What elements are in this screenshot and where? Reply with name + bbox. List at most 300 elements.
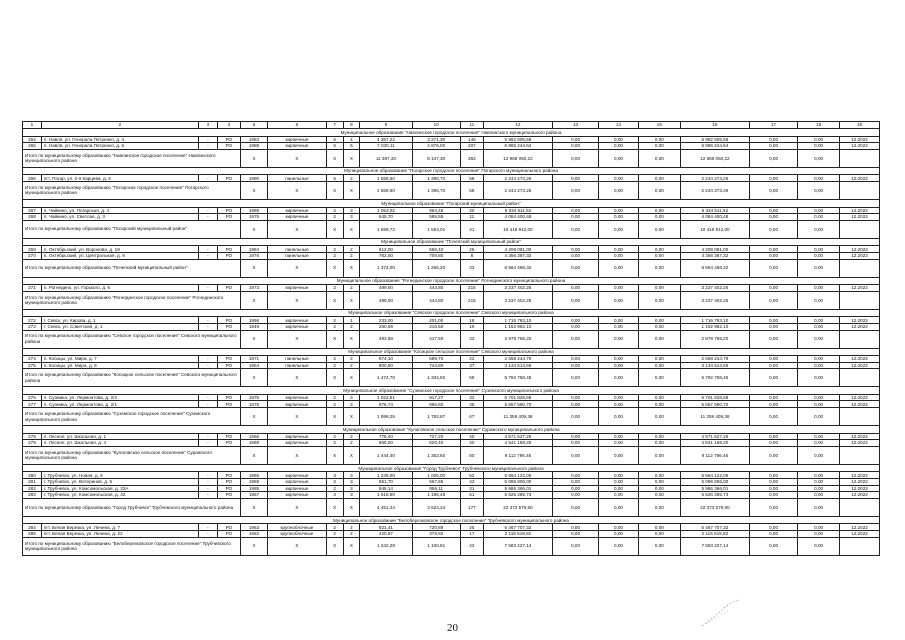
table-cell: 666,00 — [360, 440, 412, 447]
section-row — [23, 516, 880, 524]
table-cell: 778,40 — [360, 433, 412, 440]
table-cell: 2 — [343, 362, 360, 369]
table-cell: кирпичные — [268, 485, 327, 492]
table-cell: 2 — [326, 440, 343, 447]
table-cell: 3 — [343, 394, 360, 401]
table-row — [23, 252, 880, 259]
total-cell — [840, 446, 880, 464]
table-cell: пгт. Белая Березка, ул. Ленина, д. 7 — [41, 524, 198, 531]
total-cell: X — [240, 408, 267, 426]
column-number: 19 — [840, 122, 880, 129]
table-cell: 0,00 — [638, 433, 680, 440]
section-row — [23, 129, 880, 137]
table-cell: 0,00 — [638, 285, 680, 292]
table-row — [23, 285, 880, 292]
table-cell: 0,00 — [638, 317, 680, 324]
table-cell: 2 658 244,79 — [483, 356, 552, 363]
total-cell: 9 112 796,46 — [483, 446, 552, 464]
total-cell: 5 792 758,45 — [680, 369, 749, 387]
total-cell: 22 373 579,80 — [483, 498, 552, 516]
table-cell: 0,00 — [749, 285, 797, 292]
table-cell: 12.2022 — [840, 356, 880, 363]
total-cell: 0,00 — [599, 181, 639, 199]
total-cell: 8 147,30 — [412, 149, 460, 167]
total-cell: 10 418 912,00 — [483, 220, 552, 238]
table-row — [23, 175, 880, 182]
table-cell: 0,00 — [798, 252, 840, 259]
table-cell: пгт. Белая Березка, ул. Ленина, д. 22 — [41, 531, 198, 538]
table-cell: 0,00 — [599, 143, 639, 150]
total-cell: X — [326, 291, 343, 309]
table-cell: 6 985 244,64 — [483, 143, 552, 150]
table-cell: 2 — [343, 524, 360, 531]
table-cell: 201,00 — [412, 317, 460, 324]
table-cell: 278 — [23, 433, 42, 440]
table-cell: 2 — [326, 356, 343, 363]
table-cell: п. Чайкино, ул. Погарская, д. 4 — [41, 207, 198, 214]
table-cell: 821,41 — [360, 524, 412, 531]
table-cell: 5 096 806,00 — [483, 479, 552, 486]
column-number: 1 — [23, 122, 42, 129]
total-cell: 1 558,60 — [360, 181, 412, 199]
column-number: 10 — [412, 122, 460, 129]
table-cell: РО — [217, 394, 240, 401]
table-cell: 1990 — [240, 175, 267, 182]
table-cell: 645,70 — [360, 214, 412, 221]
table-cell: 2 — [343, 285, 360, 292]
total-cell: X — [326, 408, 343, 426]
section-title: Муниципальное образование "Севское городское поселение" Севского муниципального района — [23, 309, 880, 317]
table-row — [23, 485, 880, 492]
table-cell: 0,00 — [553, 246, 599, 253]
table-cell: 43 — [460, 479, 483, 486]
table-row — [23, 524, 880, 531]
table-cell: 12.2022 — [840, 440, 880, 447]
table-cell: 215 — [460, 285, 483, 292]
total-cell: 67 — [460, 408, 483, 426]
table-cell: 866,60 — [412, 401, 460, 408]
total-cell: 9 112 796,46 — [680, 446, 749, 464]
column-number: 17 — [749, 122, 797, 129]
table-cell: п. Навля, ул. Генерала Петренко, д. 6 — [41, 143, 198, 150]
table-cell: 651,70 — [360, 479, 412, 486]
table-cell: 0,00 — [599, 440, 639, 447]
total-row — [23, 330, 880, 348]
total-cell: 0,00 — [749, 291, 797, 309]
total-cell: 8 564 468,32 — [483, 259, 552, 277]
total-cell: 2 879 765,20 — [483, 330, 552, 348]
total-cell: X — [268, 291, 327, 309]
table-cell: г. Севск, ул. Советская, д. 1 — [41, 323, 198, 330]
header-row — [23, 122, 880, 129]
table-cell: 0,00 — [599, 433, 639, 440]
table-cell: - — [198, 214, 217, 221]
total-cell: 0,00 — [638, 291, 680, 309]
table-cell: 12.2022 — [840, 472, 880, 479]
table-cell: 281 — [23, 479, 42, 486]
section-row — [23, 426, 880, 434]
table-row — [23, 362, 880, 369]
table-cell: 499,00 — [360, 285, 412, 292]
total-cell: 12 968 050,22 — [483, 149, 552, 167]
table-cell: 6 334 511,52 — [680, 207, 749, 214]
table-cell: 4 571 627,26 — [680, 433, 749, 440]
table-cell: 3 — [343, 485, 360, 492]
table-cell: крупноблочные — [268, 524, 327, 531]
table-cell: 0,00 — [749, 356, 797, 363]
column-number: 12 — [483, 122, 552, 129]
table-cell: 444,80 — [412, 285, 460, 292]
total-cell: 0,00 — [599, 369, 639, 387]
total-cell: 80 — [460, 446, 483, 464]
table-cell: 1971 — [240, 356, 267, 363]
table-cell: - — [198, 479, 217, 486]
table-cell: 917,27 — [412, 394, 460, 401]
total-row — [23, 537, 880, 555]
table-cell: 5 701 828,68 — [483, 394, 552, 401]
total-cell: X — [326, 330, 343, 348]
table-cell: 284 — [23, 524, 42, 531]
total-cell: 1 353,60 — [412, 446, 460, 464]
table-cell: 0,00 — [638, 175, 680, 182]
table-cell: 0,00 — [553, 317, 599, 324]
table-cell: 0,00 — [599, 479, 639, 486]
total-cell: 0,00 — [553, 149, 599, 167]
total-cell — [840, 220, 880, 238]
table-cell: 0,00 — [553, 433, 599, 440]
table-cell: РО — [217, 401, 240, 408]
total-cell: 42 — [460, 537, 483, 555]
table-cell: 1949 — [240, 323, 267, 330]
table-cell: 2 115 519,82 — [680, 531, 749, 538]
table-cell: 0,00 — [638, 531, 680, 538]
table-cell: 0,00 — [749, 485, 797, 492]
table-row — [23, 214, 880, 221]
table-cell: кирпичные — [268, 207, 327, 214]
table-row — [23, 479, 880, 486]
table-cell: 5 096 806,00 — [680, 479, 749, 486]
table-cell: 35 — [460, 401, 483, 408]
table-cell: 37 — [460, 362, 483, 369]
table-cell: 0,00 — [638, 492, 680, 499]
total-cell: 0,00 — [798, 408, 840, 426]
table-cell: РО — [217, 207, 240, 214]
table-cell: 260,58 — [360, 323, 412, 330]
table-cell: РО — [217, 356, 240, 363]
table-cell: РО — [217, 433, 240, 440]
total-cell: 444,80 — [412, 291, 460, 309]
table-cell: 626,40 — [412, 440, 460, 447]
total-cell: 8 564 468,32 — [680, 259, 749, 277]
table-cell: п. Косицы, ул. Мира, д. 7 — [41, 356, 198, 363]
table-cell: 0,00 — [798, 317, 840, 324]
table-cell: 0,00 — [798, 492, 840, 499]
total-row — [23, 149, 880, 167]
total-cell: 0,00 — [599, 220, 639, 238]
table-cell: 0,00 — [553, 323, 599, 330]
table-cell: 379,92 — [412, 531, 460, 538]
table-cell: кирпичные — [268, 394, 327, 401]
table-cell: 0,00 — [553, 175, 599, 182]
total-cell: 0,00 — [749, 220, 797, 238]
table-row — [23, 246, 880, 253]
table-cell: кирпичные — [268, 285, 327, 292]
total-cell: X — [268, 220, 327, 238]
total-cell: X — [240, 330, 267, 348]
table-cell: РО — [217, 175, 240, 182]
table-cell: 280 — [23, 472, 42, 479]
table-cell: 2 244 273,26 — [483, 175, 552, 182]
total-cell: 177 — [460, 498, 483, 516]
table-cell: 2 — [326, 401, 343, 408]
table-cell: 0,00 — [638, 136, 680, 143]
total-cell: 0,00 — [749, 330, 797, 348]
table-cell: РО — [217, 143, 240, 150]
table-cell: 1 236,00 — [360, 472, 412, 479]
table-cell: г. Трубчевск, ул. Новая, д. 8 — [41, 472, 198, 479]
table-cell: 0,00 — [798, 356, 840, 363]
section-title: Муниципальное образование "Город Трубчевск" Трубчевского муниципального района — [23, 464, 880, 472]
total-cell: 0,00 — [553, 220, 599, 238]
table-cell: 58 — [460, 175, 483, 182]
table-cell: 0,00 — [599, 323, 639, 330]
total-cell: X — [343, 220, 360, 238]
table-cell: - — [198, 207, 217, 214]
table-cell: 0,00 — [553, 524, 599, 531]
table-cell: п. Суземка, ул. Лермонтова, д. 2/1 — [41, 401, 198, 408]
table-cell: 5 467 707,32 — [680, 524, 749, 531]
table-cell: 51 — [460, 492, 483, 499]
table-cell: 720,89 — [412, 524, 460, 531]
table-cell: 0,00 — [638, 485, 680, 492]
total-cell: 0,00 — [599, 330, 639, 348]
table-cell: 0,00 — [749, 323, 797, 330]
total-cell: 493,58 — [360, 330, 412, 348]
total-cell: 1 553,01 — [412, 220, 460, 238]
table-cell: - — [198, 356, 217, 363]
table-cell: 420,87 — [360, 531, 412, 538]
total-row — [23, 408, 880, 426]
total-cell: 2 244 273,26 — [680, 181, 749, 199]
table-cell: 2 — [326, 394, 343, 401]
total-cell: 0,00 — [599, 446, 639, 464]
table-cell: 0,00 — [749, 394, 797, 401]
total-label: Итого по муниципальному образованию "Погарский муниципальный район" — [23, 220, 241, 238]
table-cell: 0,00 — [749, 143, 797, 150]
column-number: 15 — [638, 122, 680, 129]
total-cell: X — [268, 537, 327, 555]
table-cell: 12.2022 — [840, 252, 880, 259]
table-cell: кирпичные — [268, 440, 327, 447]
total-cell: 59 — [460, 369, 483, 387]
table-cell: 0,00 — [553, 214, 599, 221]
table-cell: РО — [217, 479, 240, 486]
table-cell: - — [198, 362, 217, 369]
table-cell: 6 — [343, 143, 360, 150]
total-cell: 0,00 — [749, 149, 797, 167]
table-cell: 1 — [343, 317, 360, 324]
table-cell: 1959 — [240, 479, 267, 486]
section-row — [23, 238, 880, 246]
section-title: Муниципальное образование "Кулаговское сельское поселение" Суражского муниципального района — [23, 426, 880, 434]
table-cell: 12.2022 — [840, 485, 880, 492]
total-label: Итого по муниципальному образованию "Город Трубчевск" Трубчевского муниципального района — [23, 498, 241, 516]
total-cell: 32 — [460, 330, 483, 348]
table-cell: 4 356 387,32 — [483, 252, 552, 259]
total-cell: 2 879 765,20 — [680, 330, 749, 348]
total-cell: X — [240, 446, 267, 464]
table-cell: 0,00 — [638, 143, 680, 150]
table-cell: 945,14 — [360, 485, 412, 492]
total-cell: 352 — [460, 149, 483, 167]
table-cell: - — [198, 317, 217, 324]
total-cell: 0,00 — [749, 369, 797, 387]
table-cell: 0,00 — [599, 285, 639, 292]
table-cell: 0,00 — [798, 246, 840, 253]
table-cell: 5 467 707,32 — [483, 524, 552, 531]
table-cell: 12.2022 — [840, 246, 880, 253]
table-row — [23, 440, 880, 447]
total-row — [23, 446, 880, 464]
table-row — [23, 207, 880, 214]
table-cell: г. Трубчевск, ул. Комсомольская, д. 42 — [41, 492, 198, 499]
table-cell: 22 — [460, 356, 483, 363]
table-cell: панельные — [268, 356, 327, 363]
table-cell: 0,00 — [798, 394, 840, 401]
table-cell: 4 — [343, 136, 360, 143]
pen-mark — [700, 598, 742, 628]
total-cell: 5 792 758,45 — [483, 369, 552, 387]
table-cell: 0,00 — [749, 401, 797, 408]
total-cell: 0,00 — [599, 408, 639, 426]
table-cell: 0,00 — [749, 246, 797, 253]
total-cell: X — [240, 149, 267, 167]
table-cell: 0,00 — [553, 394, 599, 401]
table-cell: 0,00 — [798, 485, 840, 492]
table-cell: 0,00 — [638, 323, 680, 330]
table-cell: 0,00 — [749, 524, 797, 531]
total-cell: X — [343, 149, 360, 167]
section-title: Муниципальное образование "Почепский муниципальный район" — [23, 238, 880, 246]
table-cell: 273 — [23, 323, 42, 330]
table-cell: 0,00 — [553, 285, 599, 292]
total-label: Итого по муниципальному образованию "Кулаговское сельское поселение" Суражского муниципального района — [23, 446, 241, 464]
table-cell: 52 — [460, 472, 483, 479]
table-cell: 12.2022 — [840, 492, 880, 499]
section-row — [23, 387, 880, 395]
program-table — [22, 121, 880, 556]
table-cell: 0,00 — [638, 440, 680, 447]
total-cell: 3 237 402,25 — [680, 291, 749, 309]
table-cell: 12.2022 — [840, 175, 880, 182]
table-cell: 556,40 — [412, 246, 460, 253]
table-cell: 2 — [326, 323, 343, 330]
table-cell: 267 — [23, 207, 42, 214]
table-cell: 7 030,11 — [360, 143, 412, 150]
section-row — [23, 277, 880, 285]
table-cell: 264 — [23, 136, 42, 143]
table-cell: 12.2022 — [840, 362, 880, 369]
total-cell: 0,00 — [798, 149, 840, 167]
table-cell: 0,00 — [798, 323, 840, 330]
table-cell: 674,10 — [360, 356, 412, 363]
table-cell: - — [198, 440, 217, 447]
total-cell: 0,00 — [553, 408, 599, 426]
table-cell: 0,00 — [798, 285, 840, 292]
total-cell: X — [240, 259, 267, 277]
table-cell: 3 237 402,25 — [483, 285, 552, 292]
table-cell: 0,00 — [599, 214, 639, 221]
total-cell: X — [268, 408, 327, 426]
page-number: 20 — [447, 622, 458, 634]
total-cell — [840, 408, 880, 426]
total-cell: 0,00 — [599, 291, 639, 309]
section-title: Муниципальное образование "Навлинское городское поселение" Навлинского муниципального района — [23, 129, 880, 137]
table-cell: 2 — [343, 252, 360, 259]
table-row — [23, 356, 880, 363]
total-cell — [840, 259, 880, 277]
table-cell: 2 — [326, 433, 343, 440]
total-cell: 1 266,20 — [412, 259, 460, 277]
total-cell: 11 359 409,38 — [680, 408, 749, 426]
total-cell: X — [268, 369, 327, 387]
table-cell: 2 — [326, 207, 343, 214]
total-cell: 1 242,28 — [360, 537, 412, 555]
table-cell: 0,00 — [798, 136, 840, 143]
table-cell: 5 626 285,73 — [483, 492, 552, 499]
table-cell: 1956 — [240, 317, 267, 324]
total-cell: 417,50 — [412, 330, 460, 348]
total-cell: 0,00 — [553, 369, 599, 387]
total-cell: 1 474,70 — [360, 369, 412, 387]
total-label: Итого по муниципальному образованию "Белоберезковское городское поселение" Трубчевского муниципального района — [23, 537, 241, 555]
total-cell: 0,00 — [599, 537, 639, 555]
table-cell: 0,00 — [553, 492, 599, 499]
table-cell: 0,00 — [749, 175, 797, 182]
total-row — [23, 220, 880, 238]
table-cell: 0,00 — [798, 524, 840, 531]
table-cell: 4 876,00 — [412, 143, 460, 150]
column-number: 6 — [268, 122, 327, 129]
table-cell: РО — [217, 214, 240, 221]
table-cell: 2 — [343, 323, 360, 330]
total-cell: X — [343, 291, 360, 309]
total-cell: 11 387,33 — [360, 149, 412, 167]
total-cell: 0,00 — [798, 291, 840, 309]
table-cell: 0,00 — [599, 472, 639, 479]
table-cell: пгт. Погар, ул. 2-я Карцева, д. 3 — [41, 175, 198, 182]
table-cell: 2 — [326, 362, 343, 369]
total-cell: 0,00 — [749, 259, 797, 277]
table-cell: 2 — [326, 214, 343, 221]
table-cell: 0,00 — [599, 485, 639, 492]
total-cell: 1 334,50 — [412, 369, 460, 387]
table-cell: 0,00 — [638, 246, 680, 253]
table-cell: 2 — [343, 356, 360, 363]
table-cell: 2 — [326, 252, 343, 259]
total-cell: 3 237 402,25 — [483, 291, 552, 309]
table-cell: 3 — [343, 479, 360, 486]
total-cell: 0,00 — [553, 181, 599, 199]
table-cell: 0,00 — [599, 356, 639, 363]
table-cell: 1963 — [240, 524, 267, 531]
table-cell: - — [198, 524, 217, 531]
total-cell: 215 — [460, 291, 483, 309]
table-cell: 2 658 244,79 — [680, 356, 749, 363]
table-cell: 32 — [460, 394, 483, 401]
table-cell: 25 — [460, 524, 483, 531]
total-cell: X — [343, 259, 360, 277]
